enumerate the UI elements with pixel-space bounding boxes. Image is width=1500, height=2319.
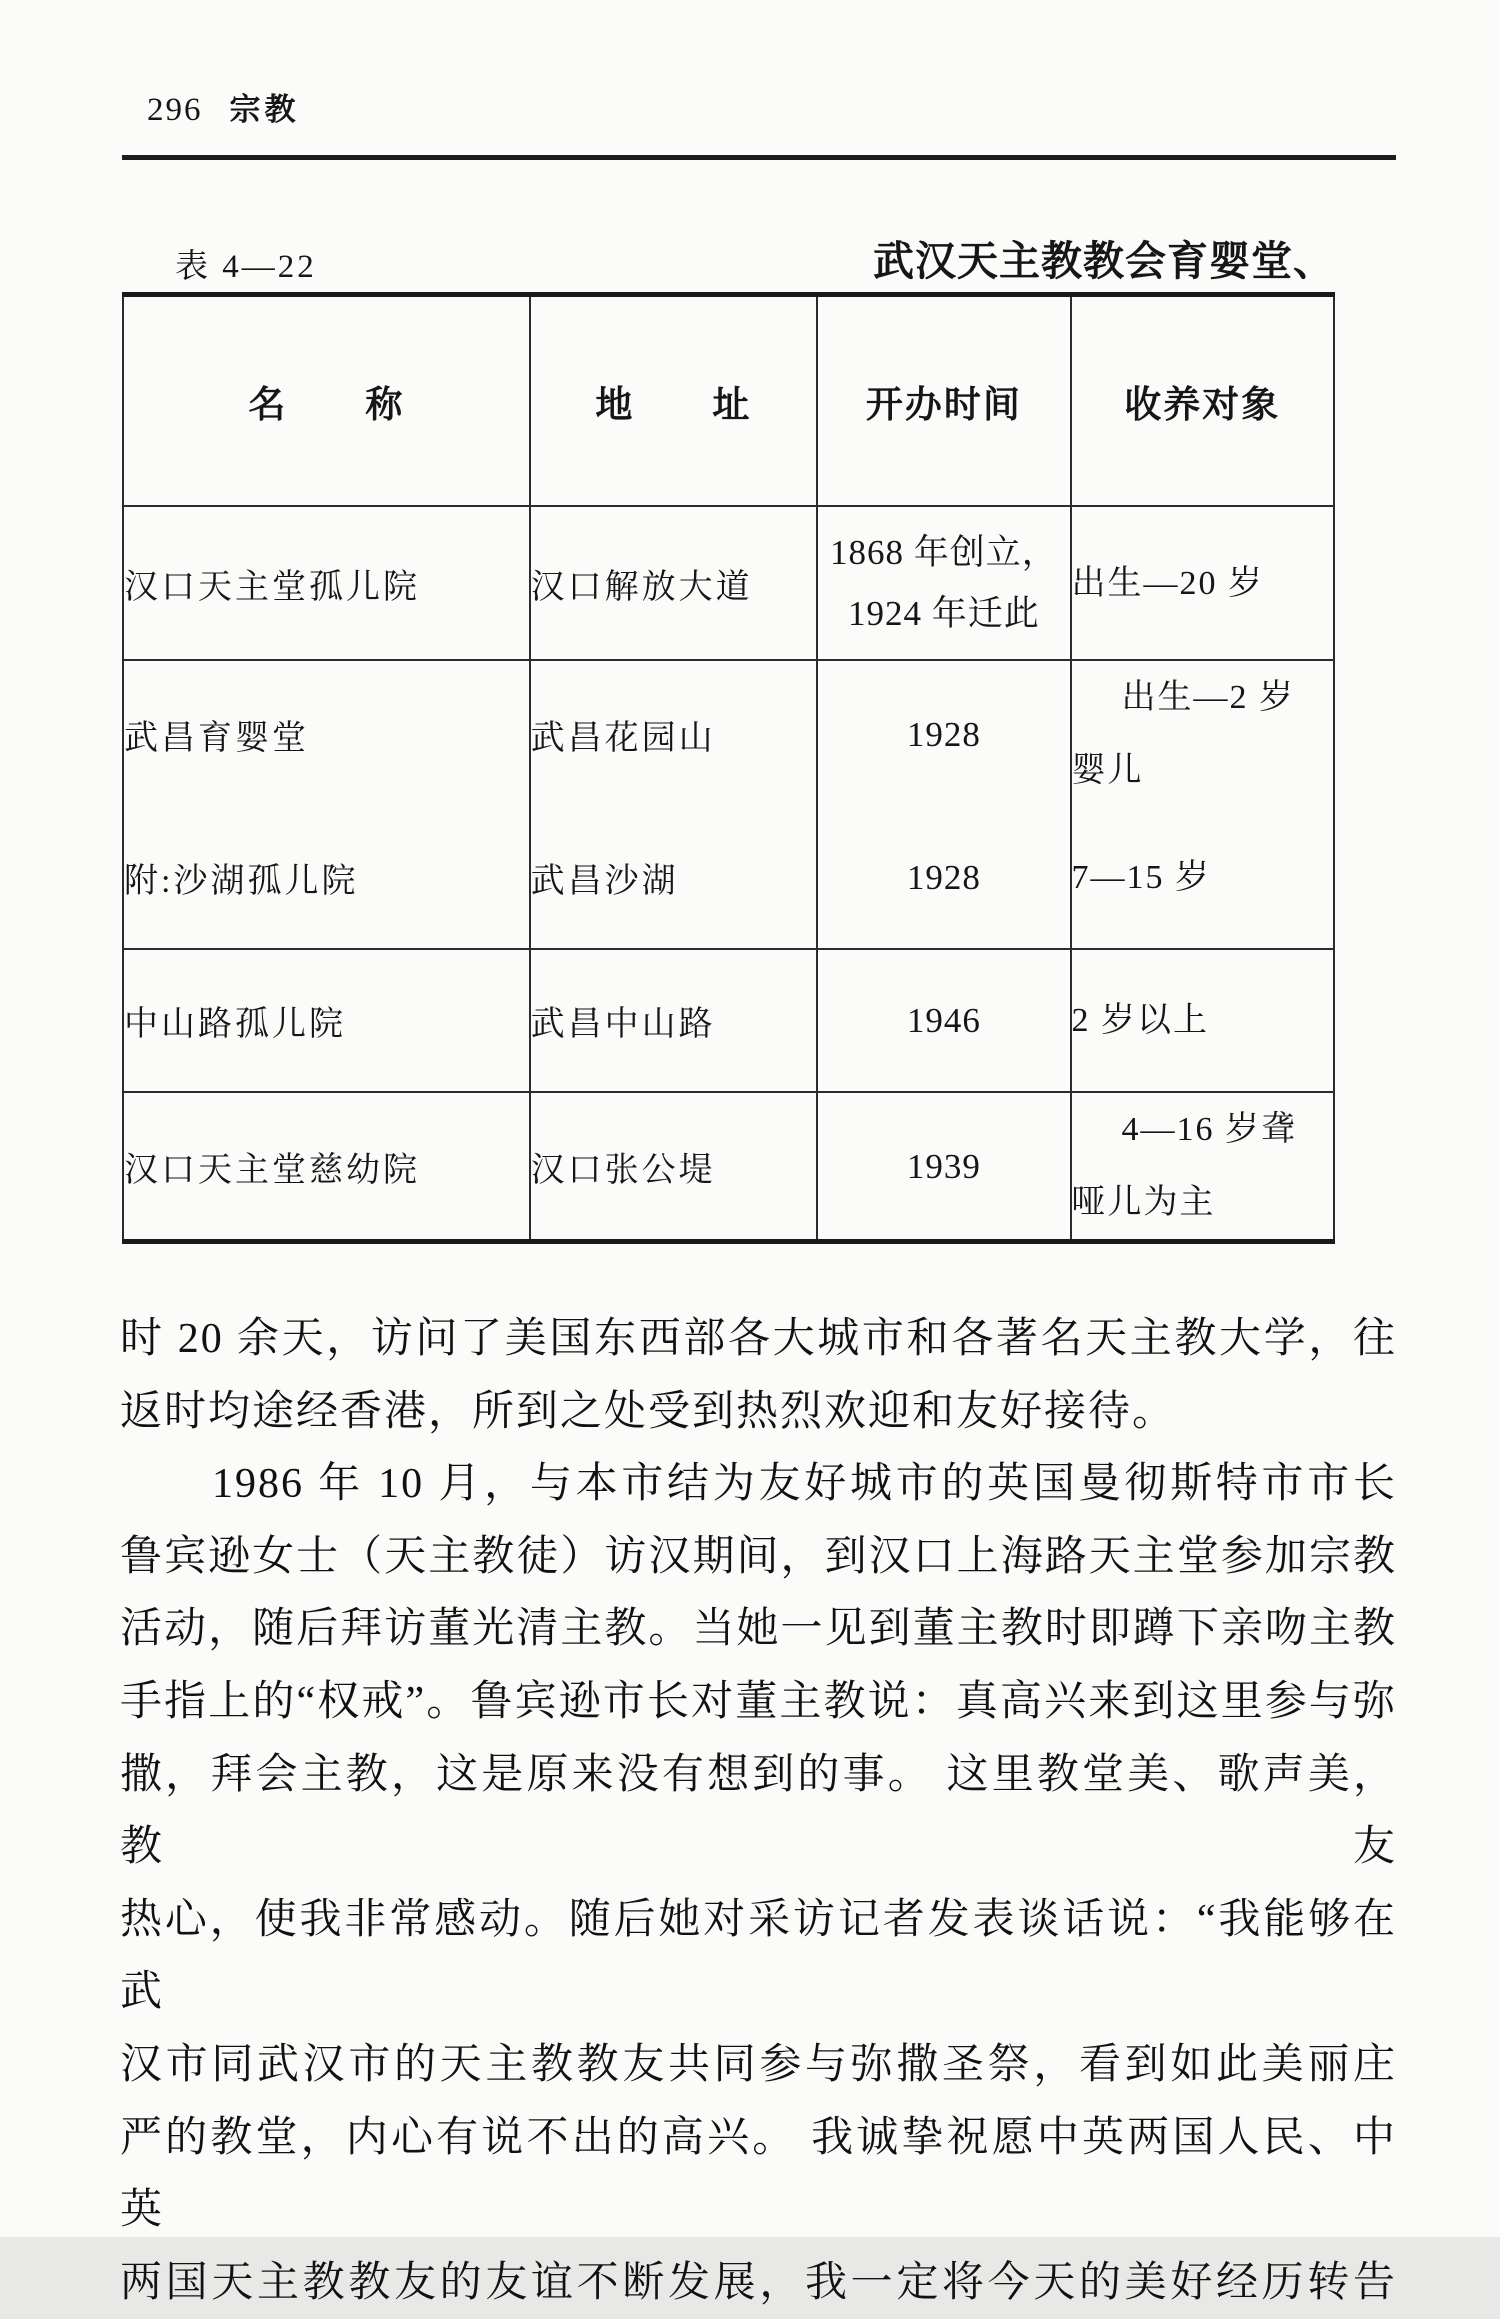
cell-open-time [817,949,1070,1092]
cell-address: 武昌沙湖 [530,807,817,949]
text-line: 时 20 余天，访问了美国东西部各大城市和各著名天主教大学，往 [120,1316,1397,1362]
adoptees-line: 4—16 岁聋 [1121,1111,1298,1148]
time-line: 1928 [906,714,981,754]
cell-address: 武昌中山路 [530,949,817,1092]
time-line: 1924 年迁此 [847,594,1040,633]
text-line: 1986 年 10 月，与本市结为友好城市的英国曼彻斯特市市长 [212,1461,1397,1508]
cell-name: 汉口天主堂慈幼院 [123,1092,530,1242]
text-line: 汉市同武汉市的天主教教友共同参与弥撒圣祭，看到如此美丽庄 [120,2041,1397,2088]
cell-adoptees [1071,949,1334,1092]
cell-name: 中山路孤儿院 [123,949,530,1092]
cell-open-time [817,506,1070,660]
page-number: 296 [147,92,203,128]
time-line: 1868 年创立， [829,533,1058,572]
table-row [123,807,1334,949]
col-header-adoptees: 收养对象 [1071,295,1334,507]
cell-address: 汉口张公堤 [530,1092,817,1242]
cell-adoptees [1071,807,1334,949]
cell-open-time [817,660,1070,807]
table-row [123,1092,1334,1242]
cell-adoptees [1071,506,1334,660]
adoptees-line: 2 岁以上 [1071,1002,1210,1039]
col-header-open-time: 开办时间 [817,295,1070,507]
text-line: 手指上的“权戒”。鲁宾逊市长对董主教说：真高兴来到这里参与弥 [120,1678,1397,1725]
table-caption-label: 表 4—22 [175,249,317,285]
paragraph-2 [120,1448,1397,2319]
col-header-name: 名 称 [248,384,405,425]
body-text [120,1303,1397,2319]
table-row [123,660,1334,807]
header-rule [122,155,1396,160]
table-caption [122,228,1335,287]
cell-name: 附:沙湖孤儿院 [124,863,359,900]
text-line: 返时均途经香港，所到之处受到热烈欢迎和友好接待。 [120,1388,1177,1435]
text-line: 鲁宾逊女士（天主教徒）访汉期间，到汉口上海路天主堂参加宗教 [120,1533,1397,1580]
time-line: 1946 [906,1001,981,1040]
cell-address: 汉口解放大道 [530,506,817,660]
table-row [123,949,1334,1092]
text-line: 严的教堂，内心有说不出的高兴。 我诚挚祝愿中英两国人民、中英 [120,2114,1397,2234]
paragraph-1 [120,1303,1397,1448]
time-line: 1928 [906,858,981,897]
adoptees-line: 哑儿为主 [1071,1184,1216,1221]
cell-address: 武昌花园山 [530,660,817,807]
running-head [147,84,300,129]
cell-name: 汉口天主堂孤儿院 [123,506,530,660]
text-line: 两国天主教教友的友谊不断发展，我一定将今天的美好经历转告 [120,2259,1397,2306]
text-line: 活动，随后拜访董光清主教。当她一见到董主教时即蹲下亲吻主教 [120,1606,1397,1653]
cell-open-time [817,1092,1070,1242]
orphanage-table [122,292,1335,1244]
cell-adoptees [1071,660,1334,807]
time-line: 1939 [906,1146,981,1186]
cell-name: 武昌育婴堂 [123,660,530,807]
adoptees-line: 婴儿 [1071,752,1144,789]
adoptees-line: 7—15 岁 [1071,859,1212,896]
col-header-address: 地 址 [530,295,817,507]
adoptees-line: 出生—2 岁 [1121,679,1296,716]
adoptees-line: 出生—20 岁 [1071,564,1265,602]
table-caption-title: 武汉天主教教会育婴堂、 [873,238,1335,284]
cell-open-time [817,807,1070,949]
section-title: 宗教 [229,92,300,127]
text-line: 撒，拜会主教，这是原来没有想到的事。 这里教堂美、歌声美，教友 [120,1751,1397,1871]
cell-adoptees [1071,1092,1334,1242]
table-row [123,506,1334,660]
text-line: 热心，使我非常感动。随后她对采访记者发表谈话说：“我能够在武 [120,1896,1397,2016]
table-header-row [123,295,1334,507]
